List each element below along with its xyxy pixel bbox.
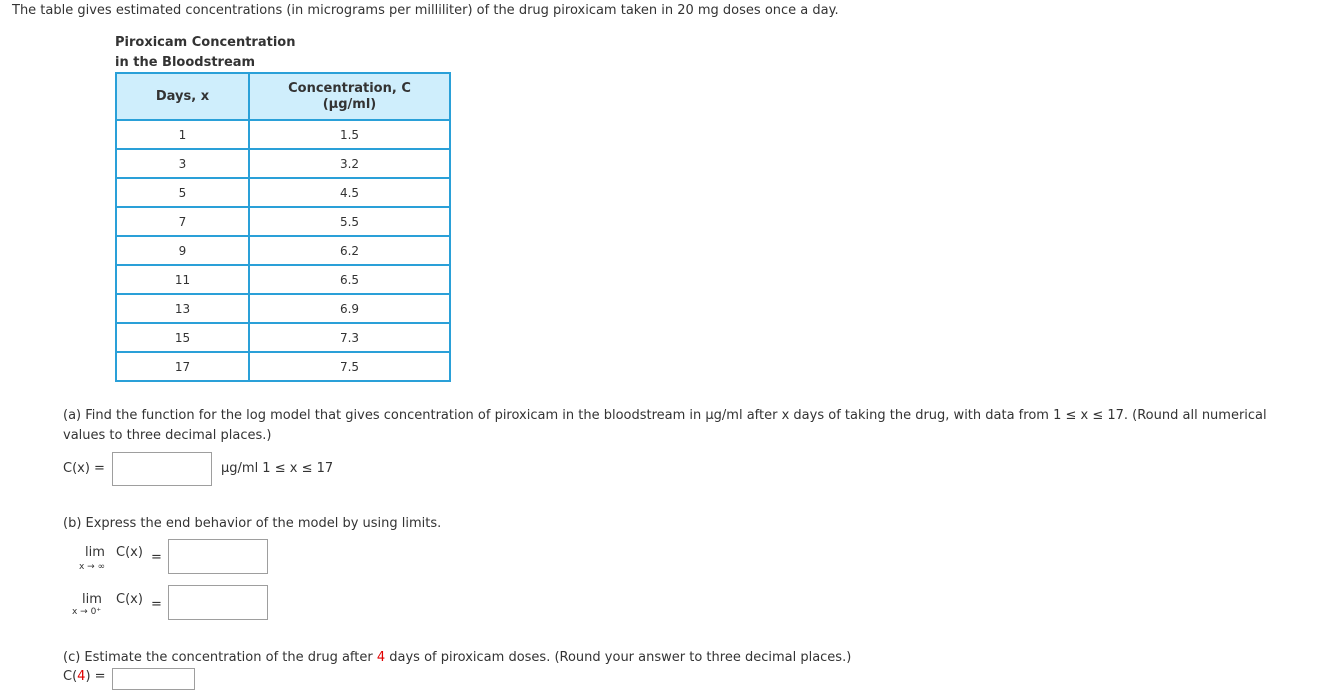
days-cell: 7 [116, 207, 249, 236]
table-row [116, 120, 450, 149]
days-cell: 1 [116, 120, 249, 149]
limit-infinity-subscript: x → ∞ [79, 562, 106, 572]
header-conc-line1: Concentration, C [288, 80, 411, 96]
c4-answer-input[interactable] [112, 668, 195, 690]
header-concentration [249, 73, 450, 120]
conc-cell: 4.5 [249, 178, 450, 207]
conc-cell: 6.9 [249, 294, 450, 323]
table-caption-line1: Piroxicam Concentration [115, 35, 296, 50]
part-c-prefix: (c) Estimate the concentration of the drug after [63, 650, 377, 665]
conc-cell: 6.2 [249, 236, 450, 265]
c4-label-value: 4 [77, 669, 86, 684]
part-a-text-line1: (a) Find the function for the log model that gives concentration of piroxicam in the bloodstream in μg/ml after x days of taking the drug, with data from 1 ≤ x ≤ 17. (Round all numerical [63, 408, 1267, 423]
header-conc-line2: (μg/ml) [322, 96, 377, 112]
days-cell: 11 [116, 265, 249, 294]
conc-cell: 7.3 [249, 323, 450, 352]
table-header-row [116, 73, 450, 120]
table-row [116, 352, 450, 381]
concentration-table [115, 72, 451, 382]
part-c-suffix: days of piroxicam doses. (Round your answer to three decimal places.) [385, 650, 852, 665]
limit-infinity-answer-input[interactable] [168, 539, 268, 574]
table-row [116, 323, 450, 352]
limit-zero-subscript: x → 0⁺ [72, 607, 102, 617]
cx-label: C(x) = [63, 461, 105, 476]
conc-cell: 6.5 [249, 265, 450, 294]
header-days [116, 73, 249, 120]
days-cell: 3 [116, 149, 249, 178]
conc-cell: 1.5 [249, 120, 450, 149]
part-c-text [63, 648, 851, 668]
limit-zero-lim: lim [82, 592, 102, 607]
days-cell: 17 [116, 352, 249, 381]
problem-intro: The table gives estimated concentrations (in micrograms per milliliter) of the drug piroxicam taken in 20 mg doses once a day. [12, 3, 839, 18]
part-a-text-line2: values to three decimal places.) [63, 428, 272, 443]
table-caption-line2: in the Bloodstream [115, 55, 256, 70]
conc-cell: 7.5 [249, 352, 450, 381]
days-cell: 5 [116, 178, 249, 207]
table-row [116, 265, 450, 294]
table-row [116, 294, 450, 323]
days-cell: 13 [116, 294, 249, 323]
table-row [116, 178, 450, 207]
limit-infinity-lim: lim [85, 545, 105, 560]
table-row [116, 207, 450, 236]
days-cell: 9 [116, 236, 249, 265]
limit-infinity-expr: C(x) [116, 545, 143, 560]
conc-cell: 3.2 [249, 149, 450, 178]
table-row [116, 236, 450, 265]
conc-cell: 5.5 [249, 207, 450, 236]
c4-label-suffix: ) = [85, 669, 106, 684]
table-row [116, 149, 450, 178]
cx-answer-input[interactable] [112, 452, 212, 486]
cx-units-domain: μg/ml 1 ≤ x ≤ 17 [221, 461, 334, 476]
limit-zero-answer-input[interactable] [168, 585, 268, 620]
c4-label-prefix: C( [63, 669, 78, 684]
limit-zero-expr: C(x) [116, 592, 143, 607]
days-cell: 15 [116, 323, 249, 352]
c4-label [63, 669, 106, 684]
limit-zero-equals: = [151, 597, 162, 612]
header-days-label: Days, x [155, 88, 210, 104]
limit-infinity-equals: = [151, 550, 162, 565]
part-b-text: (b) Express the end behavior of the model by using limits. [63, 516, 442, 531]
part-c-days-value: 4 [376, 650, 386, 665]
